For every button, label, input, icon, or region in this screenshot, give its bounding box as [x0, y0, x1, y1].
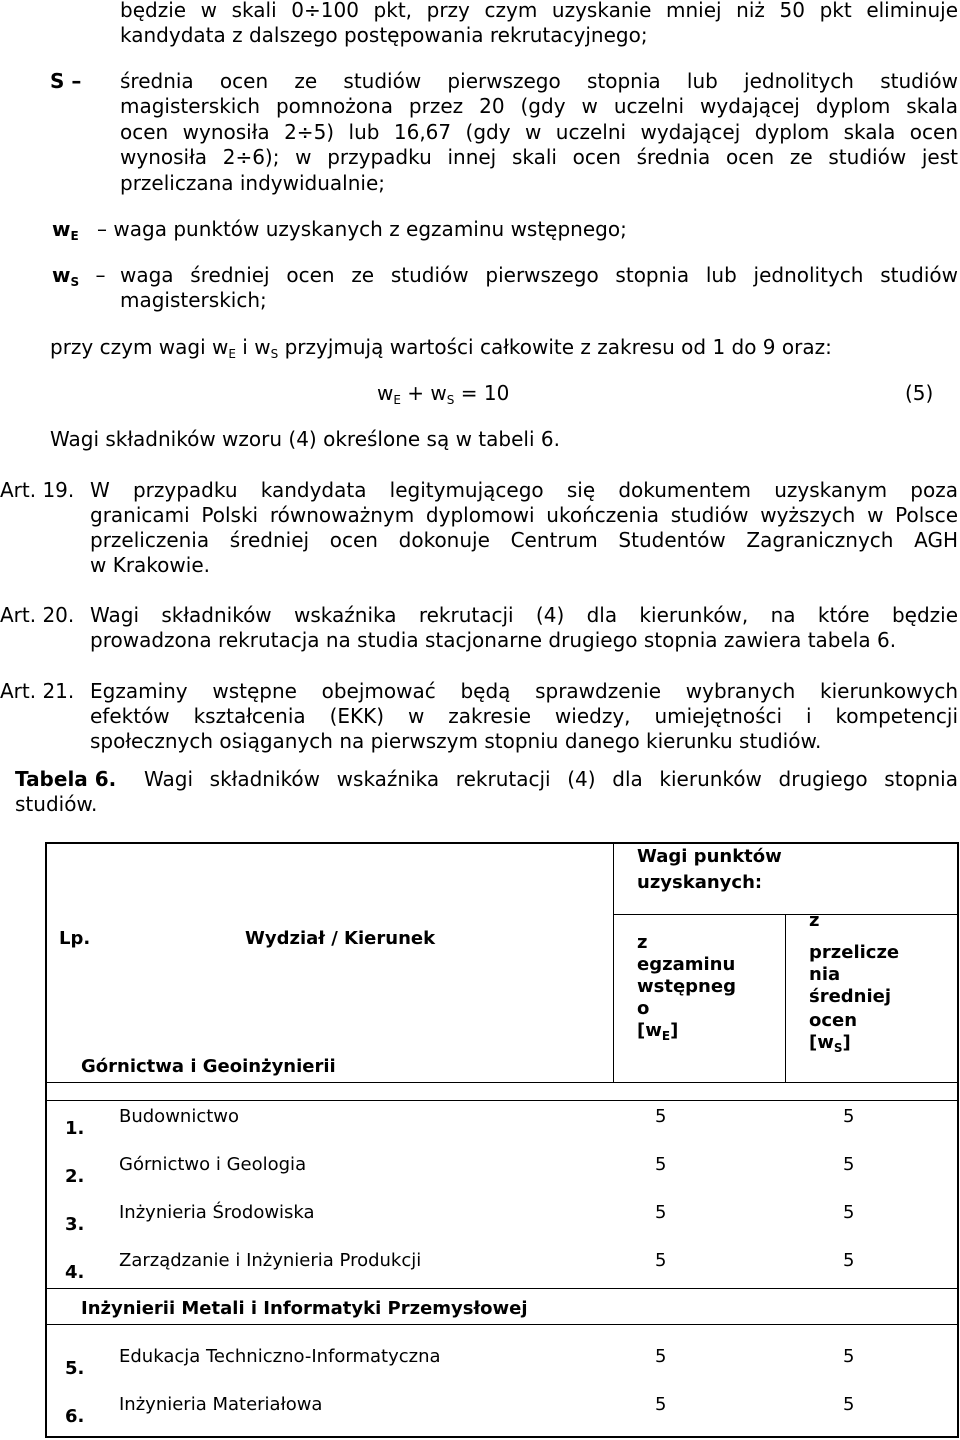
table-rule	[47, 1324, 957, 1325]
row-lp: 4.	[65, 1262, 85, 1283]
table-caption-text: Wagi składników wskaźnika rekrutacji (4) dla kierunków drugiego stopnia	[144, 767, 958, 791]
formula-sub: S	[446, 393, 455, 407]
art19-line: granicami Polski równoważnym dyplomowi ukończenia studiów wyższych w Polsce	[90, 503, 958, 527]
row-ws: 5	[843, 1202, 855, 1223]
table-caption-label: Tabela 6.	[15, 767, 117, 791]
weights-sentence	[50, 335, 832, 361]
s-def-line: przeliczana indywidualnie;	[120, 171, 386, 195]
ws-subscript: S	[70, 275, 80, 289]
row-ws: 5	[843, 1394, 855, 1415]
formula-number: (5)	[905, 381, 934, 405]
formula-sub: E	[393, 393, 401, 407]
formula	[377, 381, 509, 407]
row-lp: 2.	[65, 1166, 85, 1187]
weights-sub-e: E	[228, 347, 236, 361]
weights-note: Wagi składników wzoru (4) określone są w tabeli 6.	[50, 427, 560, 451]
header-col-e: z	[637, 932, 648, 953]
header-col-e: o	[637, 998, 650, 1019]
intro-line: będzie w skali 0÷100 pkt, przy czym uzyskanie mniej niż 50 pkt eliminuje	[120, 0, 958, 22]
section-title: Inżynierii Metali i Informatyki Przemysłowej	[81, 1298, 528, 1319]
weights-text: przyjmują wartości całkowite z zakresu od 1 do 9 oraz:	[278, 335, 832, 359]
header-col-e: wstępneg	[637, 976, 736, 997]
row-ws: 5	[843, 1106, 855, 1127]
we-text: – waga punktów uzyskanych z egzaminu wstępnego;	[97, 217, 627, 241]
row-lp: 3.	[65, 1214, 85, 1235]
art21-line: społecznych osiąganych na pierwszym stopniu danego kierunku studiów.	[90, 729, 822, 753]
symbol-sub: E	[661, 1029, 671, 1043]
ws-symbol-wrap	[52, 263, 106, 289]
header-weights-title: uzyskanych:	[637, 872, 763, 893]
ws-dash: –	[95, 263, 106, 287]
ws-symbol: w	[52, 263, 71, 287]
row-name: Inżynieria Materiałowa	[119, 1394, 323, 1415]
table-rule	[785, 914, 786, 1082]
weights-sub-s: S	[270, 347, 279, 361]
row-name: Zarządzanie i Inżynieria Produkcji	[119, 1250, 422, 1271]
art19-line: w Krakowie.	[90, 553, 210, 577]
row-ws: 5	[843, 1250, 855, 1271]
header-wydzial: Wydział / Kierunek	[245, 928, 436, 949]
table-rule	[613, 844, 614, 1082]
art19-line: W przypadku kandydata legitymującego się dokumentem uzyskanym poza	[90, 478, 958, 502]
symbol-sub: S	[833, 1041, 843, 1055]
row-lp: 1.	[65, 1118, 85, 1139]
s-def-line: średnia ocen ze studiów pierwszego stopnia lub jednolitych studiów	[120, 69, 958, 93]
table-caption-text: studiów.	[15, 792, 98, 816]
ws-def-line: magisterskich;	[120, 288, 267, 312]
row-lp: 5.	[65, 1358, 85, 1379]
symbol-text: [w	[637, 1020, 662, 1041]
row-name: Budownictwo	[119, 1106, 240, 1127]
header-col-s: ocen	[809, 1010, 858, 1031]
formula-text: + w	[400, 381, 447, 405]
art19-line: przeliczenia średniej ocen dokonuje Centrum Studentów Zagranicznych AGH	[90, 528, 958, 552]
row-lp: 6.	[65, 1406, 85, 1427]
art20-line: prowadzona rekrutacja na studia stacjonarne drugiego stopnia zawiera tabela 6.	[90, 628, 897, 652]
header-col-s: przelicze	[809, 942, 900, 963]
s-def-line: ocen wynosiła 2÷5) lub 16,67 (gdy w uczelni wydającej dyplom skala ocen	[120, 120, 958, 144]
row-we: 5	[655, 1346, 667, 1367]
we-definition	[52, 217, 627, 243]
row-name: Inżynieria Środowiska	[119, 1202, 315, 1223]
art21-label: Art. 21.	[0, 679, 75, 703]
symbol-text: ]	[842, 1032, 851, 1053]
formula-text: w	[377, 381, 394, 405]
row-name: Górnictwo i Geologia	[119, 1154, 307, 1175]
row-we: 5	[655, 1202, 667, 1223]
header-col-s-symbol	[809, 1032, 851, 1055]
header-weights-title: Wagi punktów	[637, 846, 782, 867]
we-symbol: w	[52, 217, 71, 241]
header-col-s: nia	[809, 964, 841, 985]
row-we: 5	[655, 1250, 667, 1271]
weights-text: przy czym wagi w	[50, 335, 229, 359]
table-rule	[47, 1288, 957, 1289]
header-col-e: egzaminu	[637, 954, 736, 975]
art21-line: efektów kształcenia (EKK) w zakresie wiedzy, umiejętności i kompetencji	[90, 704, 958, 728]
s-symbol: S –	[50, 69, 82, 93]
header-col-e-symbol	[637, 1020, 678, 1043]
table-rule	[47, 1100, 957, 1101]
ws-def-line: waga średniej ocen ze studiów pierwszego stopnia lub jednolitych studiów	[120, 263, 958, 287]
header-lp: Lp.	[59, 928, 91, 949]
weights-table	[45, 842, 959, 1438]
table-rule	[47, 1082, 957, 1083]
row-we: 5	[655, 1394, 667, 1415]
intro-line: kandydata z dalszego postępowania rekrutacyjnego;	[120, 23, 648, 47]
formula-text: = 10	[454, 381, 510, 405]
art20-label: Art. 20.	[0, 603, 75, 627]
row-we: 5	[655, 1154, 667, 1175]
we-subscript: E	[70, 229, 79, 243]
weights-text: i w	[235, 335, 271, 359]
art21-line: Egzaminy wstępne obejmować będą sprawdzenie wybranych kierunkowych	[90, 679, 958, 703]
header-col-s: średniej	[809, 986, 892, 1007]
art20-line: Wagi składników wskaźnika rekrutacji (4) dla kierunków, na które będzie	[90, 603, 958, 627]
row-we: 5	[655, 1106, 667, 1127]
row-ws: 5	[843, 1154, 855, 1175]
row-name: Edukacja Techniczno-Informatyczna	[119, 1346, 441, 1367]
row-ws: 5	[843, 1346, 855, 1367]
symbol-text: ]	[670, 1020, 679, 1041]
s-def-line: wynosiła 2÷6); w przypadku innej skali ocen średnia ocen ze studiów jest	[120, 145, 958, 169]
symbol-text: [w	[809, 1032, 834, 1053]
s-def-line: magisterskich pomnożona przez 20 (gdy w uczelni wydającej dyplom skala	[120, 94, 958, 118]
art19-label: Art. 19.	[0, 478, 75, 502]
header-col-s: z	[809, 910, 820, 931]
section-title: Górnictwa i Geoinżynierii	[81, 1056, 336, 1077]
